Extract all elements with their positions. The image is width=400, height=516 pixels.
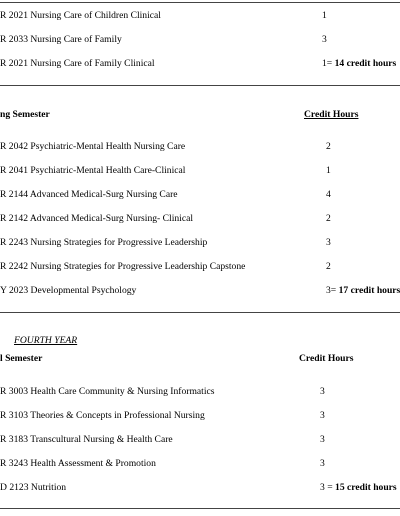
section-divider	[0, 85, 400, 86]
course-name: R 2142 Advanced Medical-Surg Nursing- Clinical	[0, 213, 193, 224]
top-rule	[0, 2, 400, 3]
course-row	[0, 284, 400, 298]
credit-hours: 3	[320, 410, 325, 421]
course-name: R 2021 Nursing Care of Children Clinical	[0, 10, 161, 21]
course-name: R 3103 Theories & Concepts in Professional Nursing	[0, 410, 205, 421]
credit-hours-heading: Credit Hours	[299, 353, 354, 364]
course-row	[0, 236, 400, 250]
course-row	[0, 385, 400, 399]
course-name: R 2144 Advanced Medical-Surg Nursing Care	[0, 189, 178, 200]
course-name: R 2033 Nursing Care of Family	[0, 34, 122, 45]
credit-hours: 1= 14 credit hours	[322, 58, 397, 69]
credit-hours: 3	[322, 34, 327, 45]
credit-hours-heading: Credit Hours	[304, 109, 359, 120]
credit-hours: 2	[326, 213, 331, 224]
course-row	[0, 212, 400, 226]
credit-hours: 4	[326, 189, 331, 200]
credit-hours: 3= 17 credit hours	[326, 285, 400, 296]
credit-hours: 1	[322, 10, 327, 21]
credit-hours: 3	[320, 386, 325, 397]
credit-hours: 2	[326, 261, 331, 272]
course-name: R 2243 Nursing Strategies for Progressive Leadership	[0, 237, 208, 248]
course-row	[0, 260, 400, 274]
credit-hours: 2	[326, 141, 331, 152]
semester-total: 14 credit hours	[334, 58, 397, 69]
course-name: D 2123 Nutrition	[0, 482, 67, 493]
credit-hours: 3 = 15 credit hours	[320, 482, 397, 493]
course-row	[0, 164, 400, 178]
section-divider	[0, 312, 400, 313]
course-name: R 3003 Health Care Community & Nursing Informatics	[0, 386, 215, 397]
course-row	[0, 140, 400, 154]
course-name: Y 2023 Developmental Psychology	[0, 285, 137, 296]
course-name: R 3243 Health Assessment & Promotion	[0, 458, 156, 469]
course-row	[0, 9, 400, 23]
course-name: R 2042 Psychiatric-Mental Health Nursing Care	[0, 141, 186, 152]
semester-heading: l Semester	[0, 353, 43, 364]
course-row	[0, 33, 400, 47]
course-name: R 2021 Nursing Care of Family Clinical	[0, 58, 155, 69]
credit-hours: 1	[326, 165, 331, 176]
course-row	[0, 57, 400, 71]
credit-hours: 3	[320, 458, 325, 469]
section-divider	[0, 508, 400, 509]
credit-hours: 3	[320, 434, 325, 445]
semester-total: 17 credit hours	[338, 285, 400, 296]
course-row	[0, 409, 400, 423]
course-row	[0, 188, 400, 202]
credit-hours: 3	[326, 237, 331, 248]
course-name: R 3183 Transcultural Nursing & Health Care	[0, 434, 173, 445]
course-name: R 2041 Psychiatric-Mental Health Care-Clinical	[0, 165, 186, 176]
semester-total: 15 credit hours	[335, 482, 397, 493]
course-row	[0, 433, 400, 447]
course-row	[0, 481, 400, 495]
course-name: R 2242 Nursing Strategies for Progressive Leadership Capstone	[0, 261, 246, 272]
course-row	[0, 457, 400, 471]
year-heading: FOURTH YEAR	[14, 335, 78, 346]
semester-heading: ng Semester	[0, 109, 50, 120]
